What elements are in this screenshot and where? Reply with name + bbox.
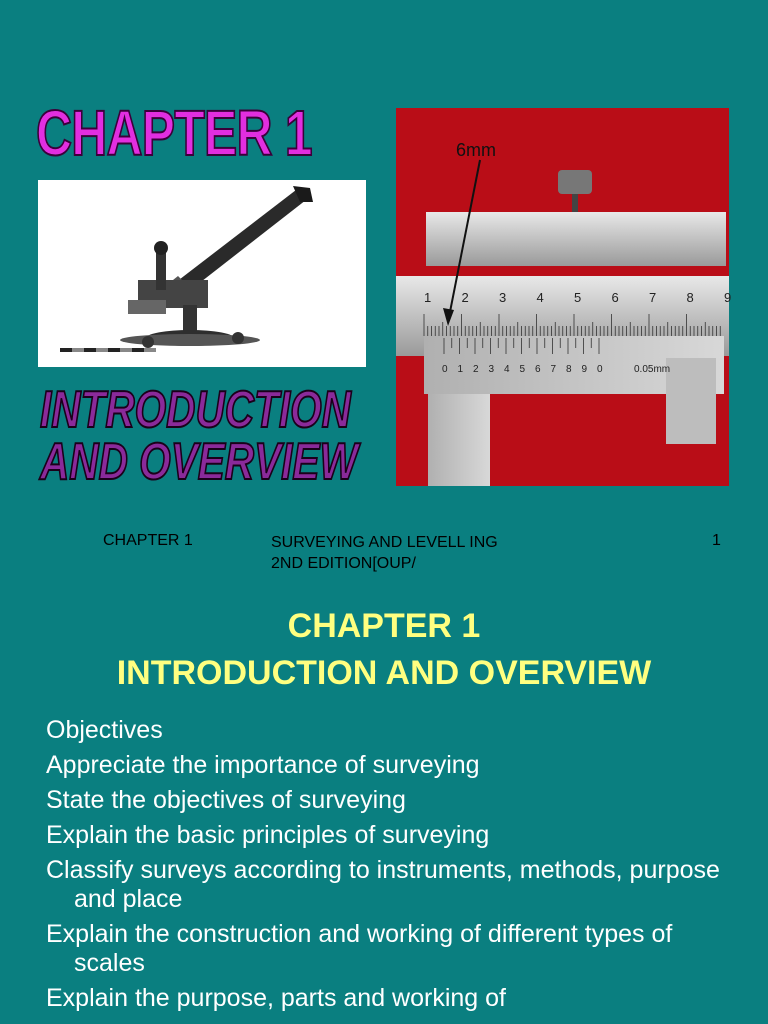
vernier-scale-label: 4	[504, 364, 510, 375]
vernier-caliper-photo	[396, 108, 732, 486]
vernier-scale-label: 6	[535, 364, 541, 375]
list-item: Explain the basic principles of surveying	[46, 821, 490, 849]
main-scale-label: 8	[686, 290, 694, 305]
slide-title-line1: CHAPTER 1	[287, 607, 481, 645]
vernier-scale-label: 3	[488, 364, 495, 375]
main-scale-label: 1	[424, 290, 432, 305]
vernier-scale-label: 8	[566, 364, 572, 375]
objectives-list	[46, 716, 746, 1019]
footer-chapter: CHAPTER 1	[103, 532, 193, 549]
slide-title-line2: INTRODUCTION AND OVERVIEW	[116, 654, 652, 692]
section-heading-line2: AND OVERVIEW	[40, 433, 358, 491]
list-item: Classify surveys according to instruments, methods, purpose and place	[46, 856, 720, 913]
list-item: Explain the construction and working of different types of scales	[46, 920, 673, 977]
vernier-scale-label: 9	[581, 364, 588, 375]
main-scale-label: 4	[536, 290, 544, 305]
vernier-scale-label: 2	[473, 364, 479, 375]
main-scale-label: 5	[574, 290, 582, 305]
vernier-scale-label: 0	[442, 364, 448, 375]
list-item: Objectives	[46, 716, 163, 744]
main-scale-label: 3	[499, 290, 507, 305]
vernier-scale-label: 5	[519, 364, 526, 375]
main-scale-label: 6	[611, 290, 619, 305]
vernier-scale-label: 1	[457, 364, 464, 375]
chapter-heading: CHAPTER 1	[36, 97, 312, 169]
vernier-scale-label: 7	[550, 364, 557, 375]
surveying-instrument-photo	[38, 180, 366, 367]
footer-book-title: SURVEYING AND LEVELL ING 2ND EDITION[OUP/	[271, 534, 498, 572]
list-item: Appreciate the importance of surveying	[46, 751, 480, 779]
section-heading-line1: INTRODUCTION	[40, 381, 351, 439]
section-heading	[40, 381, 358, 491]
caliper-callout-label: 6mm	[456, 140, 496, 160]
main-scale-label: 9	[724, 290, 732, 305]
list-item: State the objectives of surveying	[46, 786, 406, 814]
main-scale-label: 7	[649, 290, 657, 305]
footer-page-number: 1	[712, 532, 721, 549]
caliper-precision-label: 0.05mm	[634, 364, 671, 375]
vernier-scale-label: 0	[597, 364, 603, 375]
list-item: Explain the purpose, parts and working of	[46, 984, 506, 1012]
slide-title	[0, 603, 768, 697]
main-scale-label: 2	[461, 290, 469, 305]
